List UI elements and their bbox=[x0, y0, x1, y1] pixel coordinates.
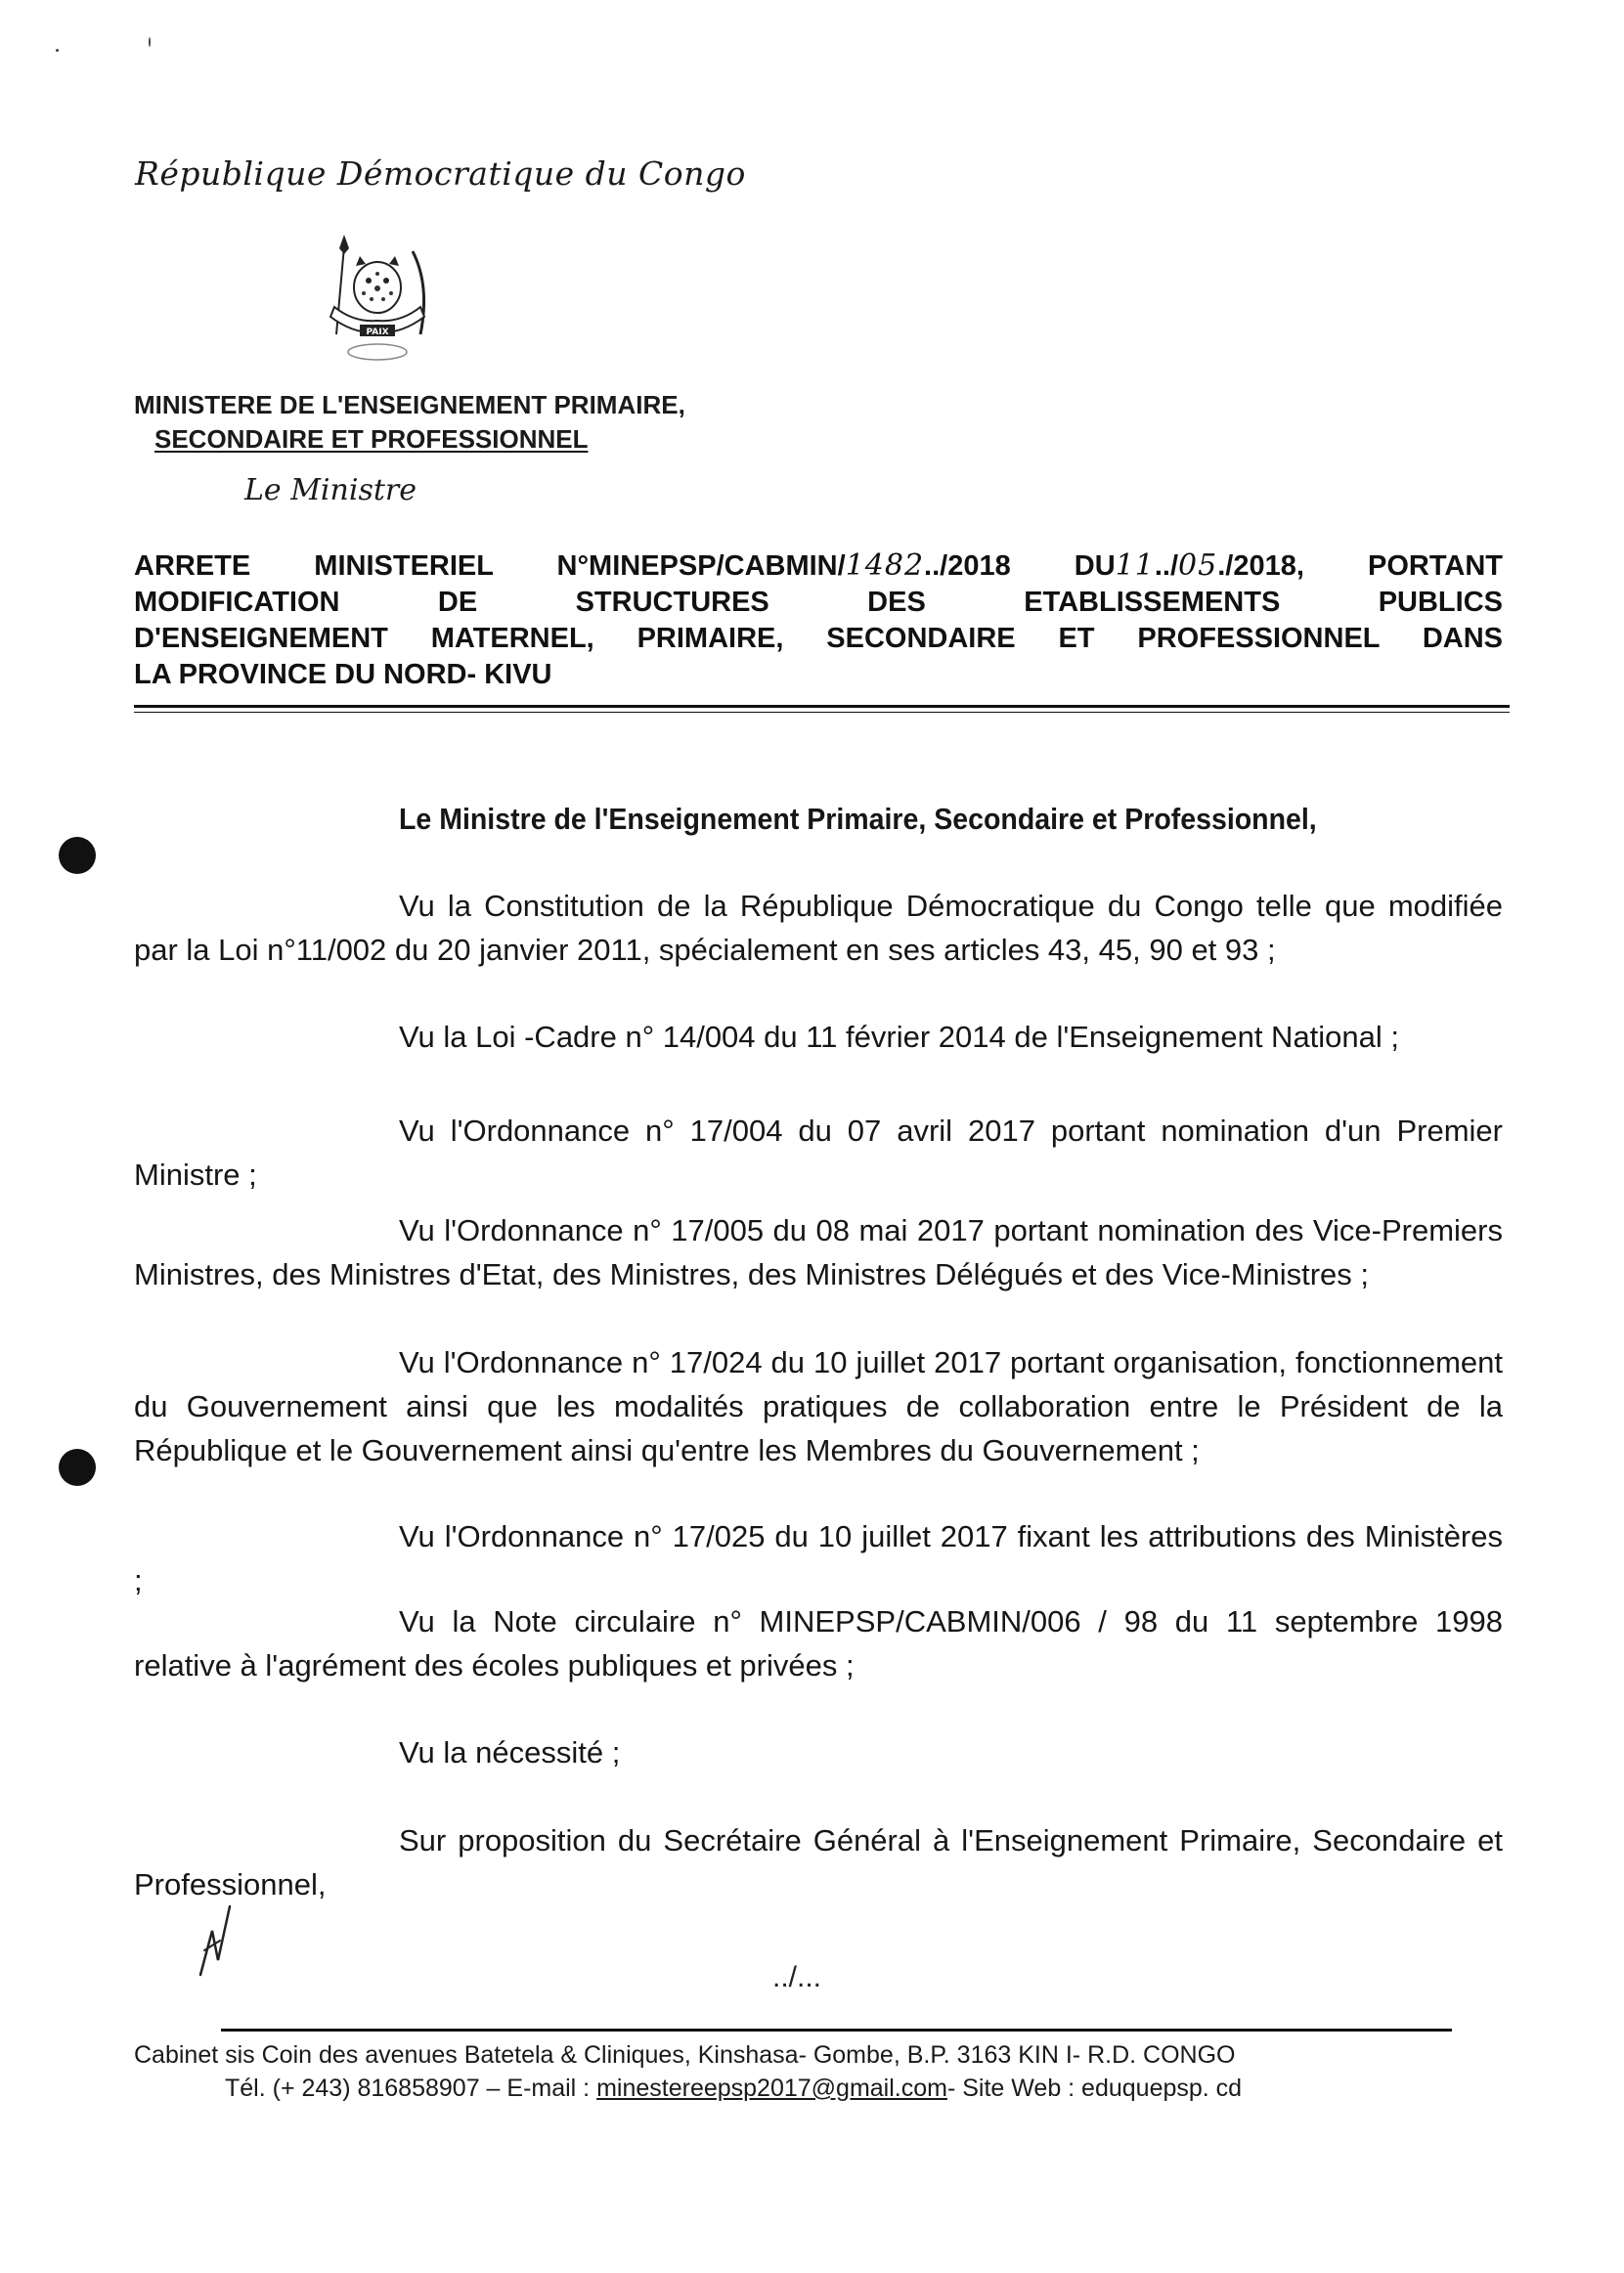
footer-address: Cabinet sis Coin des avenues Batetela & Cliniques, Kinshasa- Gombe, B.P. 3163 KIN I- R.D. CONGO bbox=[134, 2041, 1236, 2069]
body-heading: Le Ministre de l'Enseignement Primaire, Secondaire et Professionnel, bbox=[399, 802, 1317, 836]
arrete-title bbox=[134, 547, 1503, 693]
scan-speck bbox=[149, 37, 151, 47]
title-rule-thin bbox=[134, 712, 1510, 713]
paragraph-constitution: Vu la Constitution de la République Démocratique du Congo telle que modifiée par la Loi n°11/002 du 20 janvier 2011, spécialement en ses articles 43, 45, 90 et 93 ; bbox=[134, 889, 1503, 967]
arrete-line-1: ARRETE MINISTERIEL N°MINEPSP/CABMIN/1482../2018 DU11../05./2018, PORTANT bbox=[134, 548, 1503, 583]
ministry-line-2: SECONDAIRE ET PROFESSIONNEL bbox=[154, 424, 589, 454]
continuation-mark: ../... bbox=[772, 1961, 822, 1993]
paragraph-ordonnance-17-005: Vu l'Ordonnance n° 17/005 du 08 mai 2017 portant nomination des Vice-Premiers Ministres, des Ministres d'Etat, des Ministres, des Ministres Délégués et des Vice-Ministres ; bbox=[134, 1213, 1503, 1291]
arrete-line-2: MODIFICATION DE STRUCTURES DES ETABLISSEMENTS PUBLICS bbox=[134, 587, 1503, 618]
handwritten-number: 1482 bbox=[845, 548, 925, 583]
handwritten-initials bbox=[191, 1892, 249, 1985]
punch-hole-top bbox=[59, 837, 96, 874]
footer-website: - Site Web : eduquepsp. cd bbox=[946, 2075, 1243, 2102]
punch-hole-bottom bbox=[59, 1449, 96, 1486]
footer-email-link[interactable]: minestereepsp2017@gmail.com bbox=[596, 2075, 947, 2102]
handwritten-day: 11 bbox=[1115, 548, 1155, 583]
footer-contact: Tél. (+ 243) 816858907 – E-mail : minestereepsp2017@gmail.com- Site Web : eduquepsp. cd bbox=[225, 2075, 1243, 2102]
title-rule-thick bbox=[134, 705, 1510, 708]
paragraph-ordonnance-17-004: Vu l'Ordonnance n° 17/004 du 07 avril 2017 portant nomination d'un Premier Ministre ; bbox=[134, 1114, 1503, 1192]
paragraph-note-circulaire: Vu la Note circulaire n° MINEPSP/CABMIN/006 / 98 du 11 septembre 1998 relative à l'agrément des écoles publiques et privées ; bbox=[134, 1604, 1503, 1683]
scan-speck bbox=[56, 49, 59, 52]
arrete-line-4: LA PROVINCE DU NORD- KIVU bbox=[134, 659, 552, 690]
ministry-name bbox=[134, 388, 685, 457]
paragraph-ordonnance-17-025: Vu l'Ordonnance n° 17/025 du 10 juillet 2017 fixant les attributions des Ministères ; bbox=[134, 1519, 1503, 1597]
footer-rule bbox=[221, 2029, 1452, 2032]
paragraph-ordonnance-17-024: Vu l'Ordonnance n° 17/024 du 10 juillet 2017 portant organisation, fonctionnement du Gouvernement ainsi que les modalités pratiques de collaboration entre le Président de la République et le Gouvernement ainsi qu'entre les Membres du Gouvernement ; bbox=[134, 1345, 1503, 1467]
footer bbox=[134, 2038, 1242, 2105]
paragraph-proposition: Sur proposition du Secrétaire Général à l'Enseignement Primaire, Secondaire et Professionnel, bbox=[134, 1823, 1503, 1901]
republic-title: République Démocratique du Congo bbox=[135, 154, 746, 193]
paragraph-necessite: Vu la nécessité ; bbox=[399, 1735, 621, 1770]
leopard-emblem-icon bbox=[315, 227, 442, 364]
coat-of-arms-emblem bbox=[315, 227, 442, 369]
handwritten-month: 05 bbox=[1178, 548, 1218, 583]
le-ministre-title: Le Ministre bbox=[244, 473, 417, 507]
ministry-line-1: MINISTERE DE L'ENSEIGNEMENT PRIMAIRE, bbox=[134, 390, 685, 419]
arrete-line-3: D'ENSEIGNEMENT MATERNEL, PRIMAIRE, SECONDAIRE ET PROFESSIONNEL DANS bbox=[134, 623, 1503, 654]
paragraph-loi-cadre: Vu la Loi -Cadre n° 14/004 du 11 février 2014 de l'Enseignement National ; bbox=[399, 1020, 1400, 1054]
svg-text:PAIX: PAIX bbox=[366, 328, 389, 337]
